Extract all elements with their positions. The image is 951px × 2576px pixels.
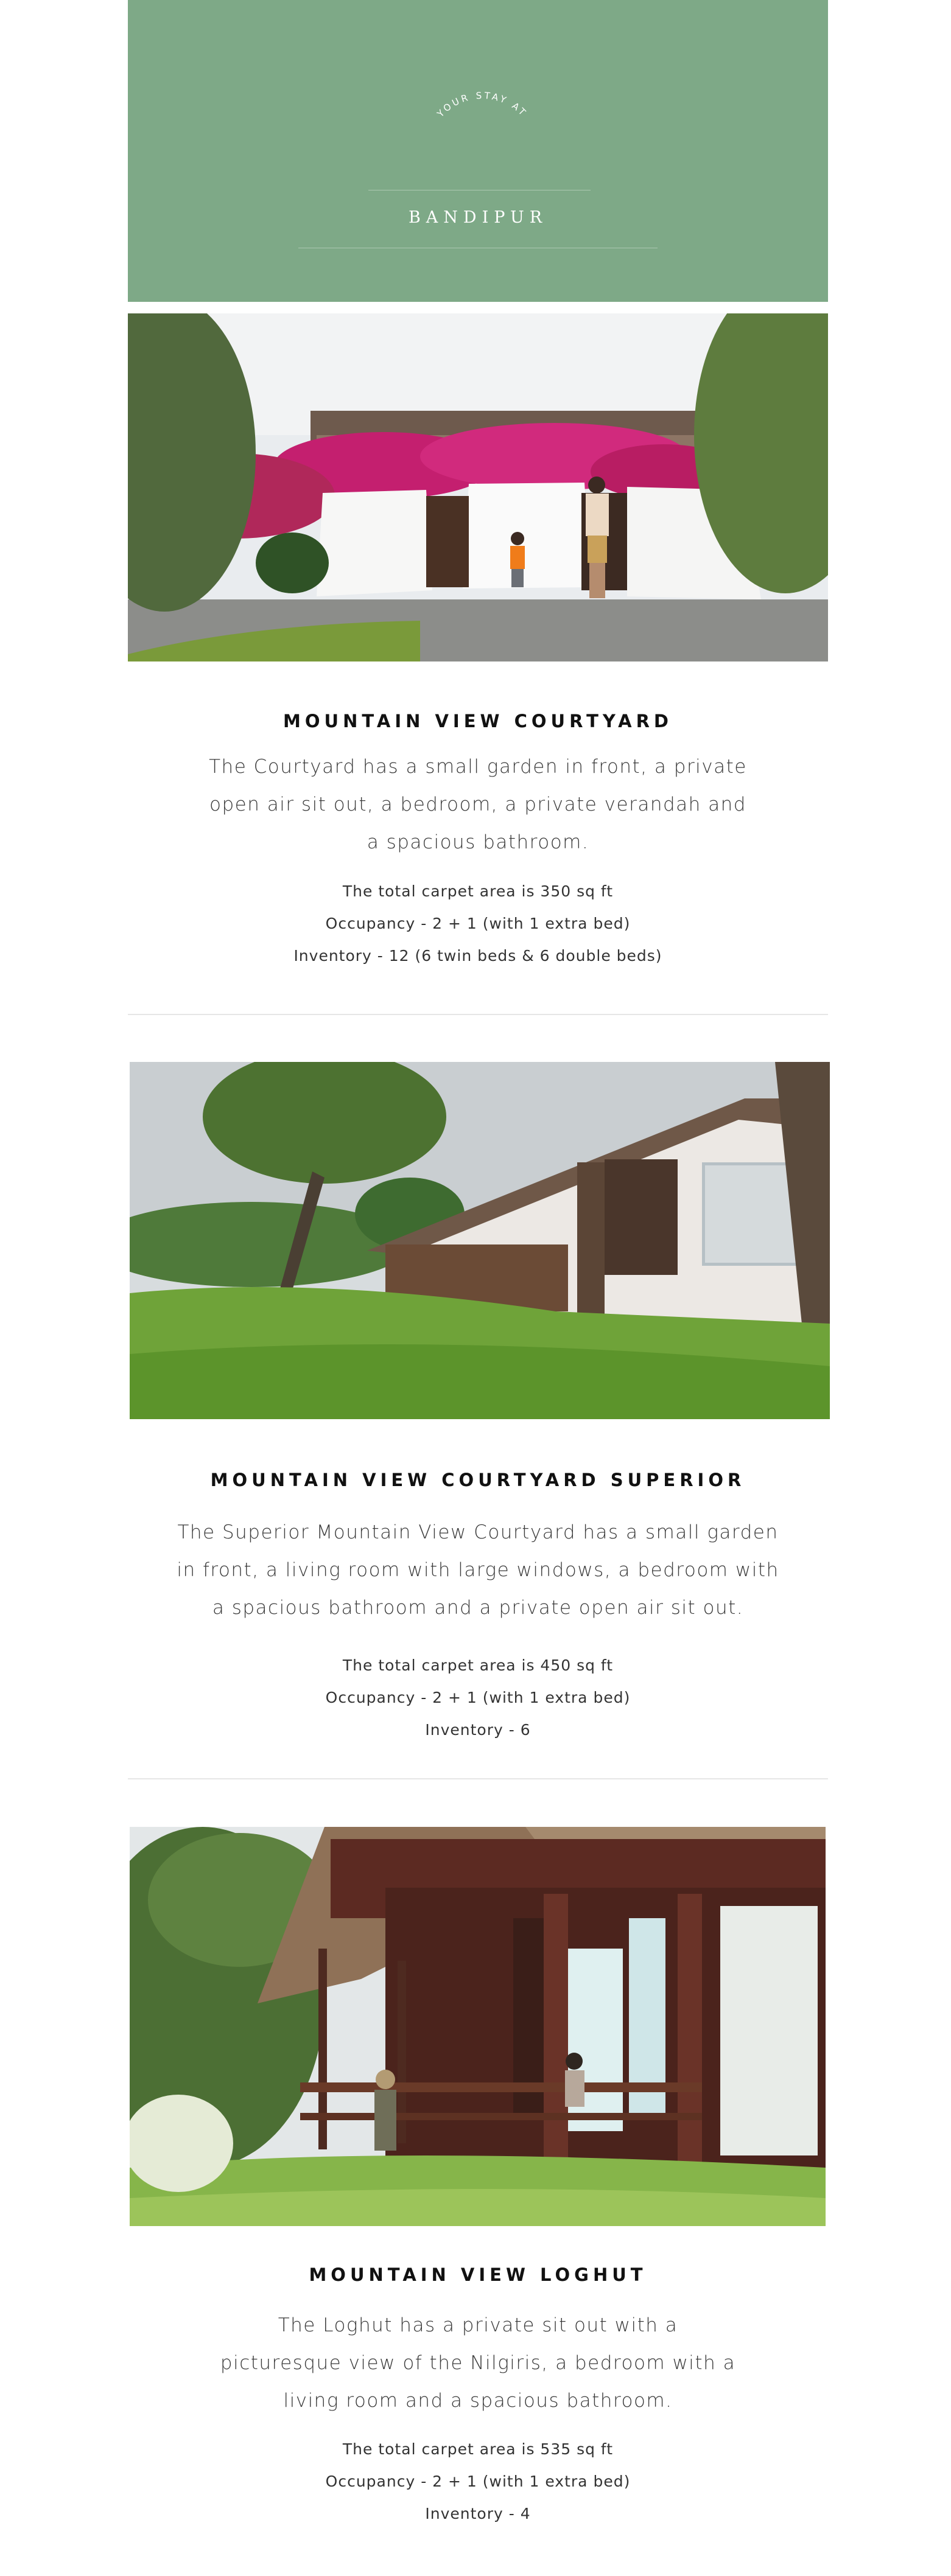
occupancy: Occupancy - 2 + 1 (with 1 extra bed) — [325, 1689, 631, 1706]
room-title-loghut: MOUNTAIN VIEW LOGHUT — [309, 2264, 647, 2285]
courtyard-photo — [128, 313, 828, 661]
carpet-area: The total carpet area is 350 sq ft — [342, 882, 614, 900]
room-title-courtyard-superior: MOUNTAIN VIEW COURTYARD SUPERIOR — [210, 1470, 746, 1490]
loghut-photo — [130, 1827, 826, 2226]
room-description-courtyard-superior: The Superior Mountain View Courtyard has a small garden in front, a living room with large windows, a bedroom with a spacious bathroom and a private open air sit out. — [177, 1521, 779, 1619]
eyebrow-arc-text — [128, 0, 828, 183]
room-description-loghut: The Loghut has a private sit out with a picturesque view of the Nilgiris, a bedroom with a living room and a spacious bathroom. — [220, 2314, 736, 2412]
svg-text:YOUR STAY AT — [435, 90, 530, 120]
section-divider — [128, 1778, 828, 1779]
carpet-area: The total carpet area is 450 sq ft — [342, 1656, 614, 1674]
section-divider — [128, 1014, 828, 1015]
room-facts-courtyard-superior — [128, 1649, 828, 1746]
inventory: Inventory - 6 — [425, 1721, 531, 1739]
courtyard-superior-photo — [130, 1062, 830, 1419]
hero-banner — [128, 0, 828, 302]
room-title-courtyard: MOUNTAIN VIEW COURTYARD — [283, 711, 673, 731]
inventory: Inventory - 12 (6 twin beds & 6 double beds) — [293, 947, 662, 965]
occupancy: Occupancy - 2 + 1 (with 1 extra bed) — [325, 915, 631, 932]
room-description-courtyard: The Courtyard has a small garden in front, a private open air sit out, a bedroom, a private verandah and a spacious bathroom. — [209, 756, 747, 853]
eyebrow-text: YOUR STAY AT — [435, 89, 530, 120]
carpet-area: The total carpet area is 535 sq ft — [342, 2440, 614, 2458]
room-facts-loghut — [128, 2433, 828, 2530]
occupancy: Occupancy - 2 + 1 (with 1 extra bed) — [325, 2473, 631, 2490]
inventory: Inventory - 4 — [425, 2505, 531, 2522]
room-facts-courtyard — [128, 875, 828, 972]
destination-name: BANDIPUR — [408, 208, 548, 227]
